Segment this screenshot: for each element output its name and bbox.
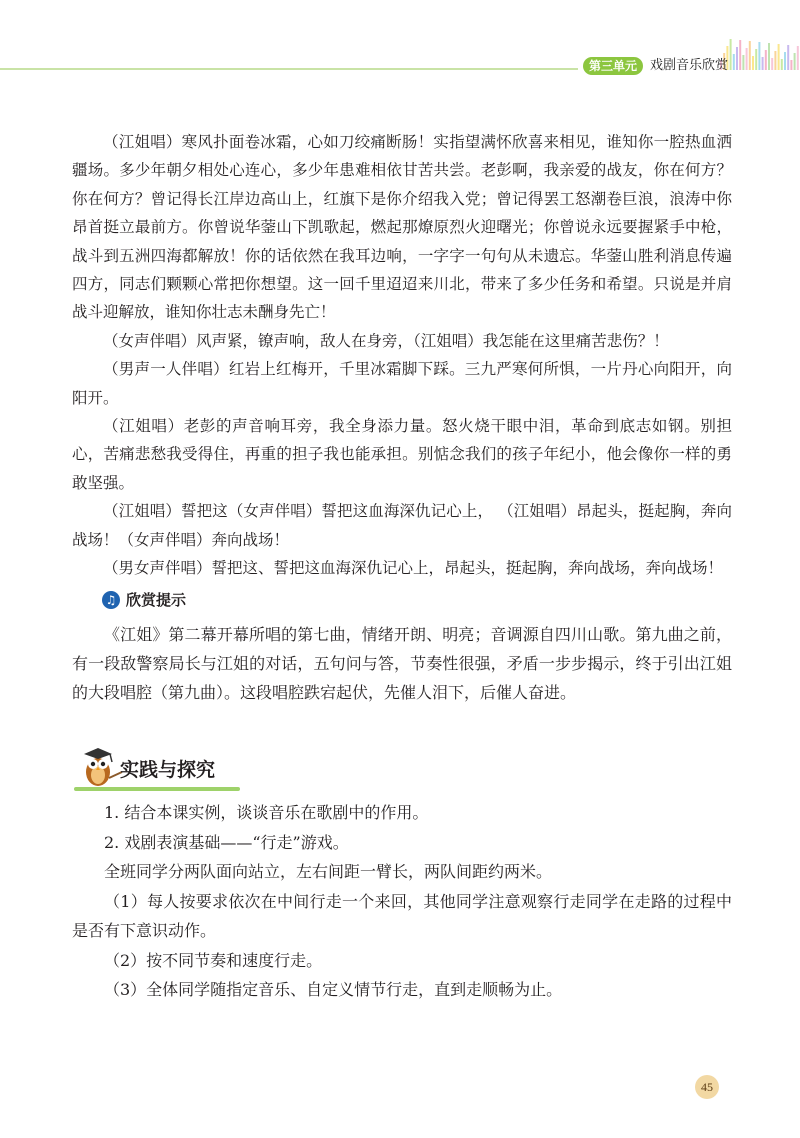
header-bar [797, 46, 799, 70]
header-bar [746, 48, 748, 70]
practice-underline [74, 787, 240, 791]
music-note-icon: ♫ [102, 591, 120, 609]
header-bar [749, 41, 751, 70]
header-bar [755, 49, 757, 70]
lyric-paragraph: （男女声伴唱）誓把这、誓把这血海深仇记心上，昂起头，挺起胸，奔向战场，奔向战场！ [103, 559, 724, 578]
practice-item: 2. 戏剧表演基础——“行走”游戏。 [104, 832, 349, 852]
header-bar [778, 44, 780, 70]
header-bar [774, 51, 776, 70]
header-bar [758, 42, 760, 70]
header-bar [730, 39, 732, 70]
header-bar [768, 43, 770, 70]
header-bar [771, 58, 773, 70]
practice-item: （3）全体同学随指定音乐、自定义情节行走，直到走顺畅为止。 [104, 980, 563, 999]
header-bar [787, 45, 789, 70]
practice-title: 实践与探究 [120, 759, 216, 781]
header-bar [794, 53, 796, 70]
unit-badge: 第三单元 [583, 57, 643, 75]
header-bar [733, 54, 735, 70]
practice-item: 1. 结合本课实例，谈谈音乐在歌剧中的作用。 [104, 803, 429, 822]
practice-item: （1）每人按要求依次在中间行走一个来回，其他同学注意观察行走同学在走路的过程中是否有下意识动作。 [72, 891, 732, 940]
lyrics-block [72, 128, 732, 583]
header-bar [762, 57, 764, 70]
practice-item: （2）按不同节奏和速度行走。 [104, 950, 323, 970]
section-title: 戏剧音乐欣赏 [650, 58, 729, 73]
header-bar [742, 55, 744, 70]
header-bar [781, 59, 783, 70]
page-number: 45 [695, 1075, 719, 1099]
header-rule [0, 68, 578, 70]
header-bar [784, 52, 786, 70]
lyric-paragraph: （女声伴唱）风声紧，镣声响，敌人在身旁，（江姐唱）我怎能在这里痛苦悲伤？！ [103, 331, 669, 350]
practice-body [72, 798, 732, 1005]
header-bar [739, 40, 741, 70]
owl-teacher-icon [76, 742, 124, 790]
lyric-paragraph: （江姐唱）誓把这（女声伴唱）誓把这血海深仇记心上， （江姐唱）昂起头，挺起胸，奔向战场！（女声伴唱）奔向战场！ [72, 502, 732, 549]
header-bar [736, 47, 738, 70]
lyric-paragraph: （男声一人伴唱）红岩上红梅开，千里冰霜脚下踩。三九严寒何所惧，一片丹心向阳开，向阳开。 [72, 360, 732, 407]
appreciation-body [72, 620, 732, 707]
lyric-paragraph: （江姐唱）老彭的声音响耳旁，我全身添力量。怒火烧干眼中泪，革命到底志如钢。别担心，苦痛悲愁我受得住，再重的担子我也能承担。别惦念我们的孩子年纪小，他会像你一样的勇敢坚强。 [72, 417, 732, 492]
appreciation-heading-label: 欣赏提示 [126, 591, 187, 609]
practice-heading [74, 742, 274, 792]
header-bar [765, 50, 767, 70]
practice-item: 全班同学分两队面向站立，左右间距一臂长，两队间距约两米。 [104, 862, 553, 881]
header-bar [752, 56, 754, 70]
appreciation-text: 《江姐》第二幕开幕所唱的第七曲，情绪开朗、明亮；音调源自四川山歌。第九曲之前，有一段敌警察局长与江姐的对话，五句问与答，节奏性很强，矛盾一步步揭示，终于引出江姐的大段唱腔（第九曲）。这段唱腔跌宕起伏，先催人泪下，后催人奋进。 [72, 625, 732, 702]
appreciation-heading [102, 589, 186, 611]
lyric-paragraph: （江姐唱）寒风扑面卷冰霜，心如刀绞痛断肠！实指望满怀欣喜来相见，谁知你一腔热血洒疆场。多少年朝夕相处心连心，多少年患难相依甘苦共尝。老彭啊，我亲爱的战友，你在何方？你在何方？曾记得长江岸边高山上，红旗下是你介绍我入党；曾记得罢工怒潮卷巨浪，浪涛中你昂首挺立最前方。你曾说华蓥山下凯歌起，燃起那燎原烈火迎曙光；你曾说永远要握紧手中枪，战斗到五洲四海都解放！你的话依然在我耳边响，一字字一句句从未遗忘。华蓥山胜利消息传遍四方，同志们颗颗心常把你想望。这一回千里迢迢来川北，带来了多少任务和希望。只说是并肩战斗迎解放，谁知你壮志未酬身先亡！ [72, 133, 732, 322]
header-bar [790, 60, 792, 70]
